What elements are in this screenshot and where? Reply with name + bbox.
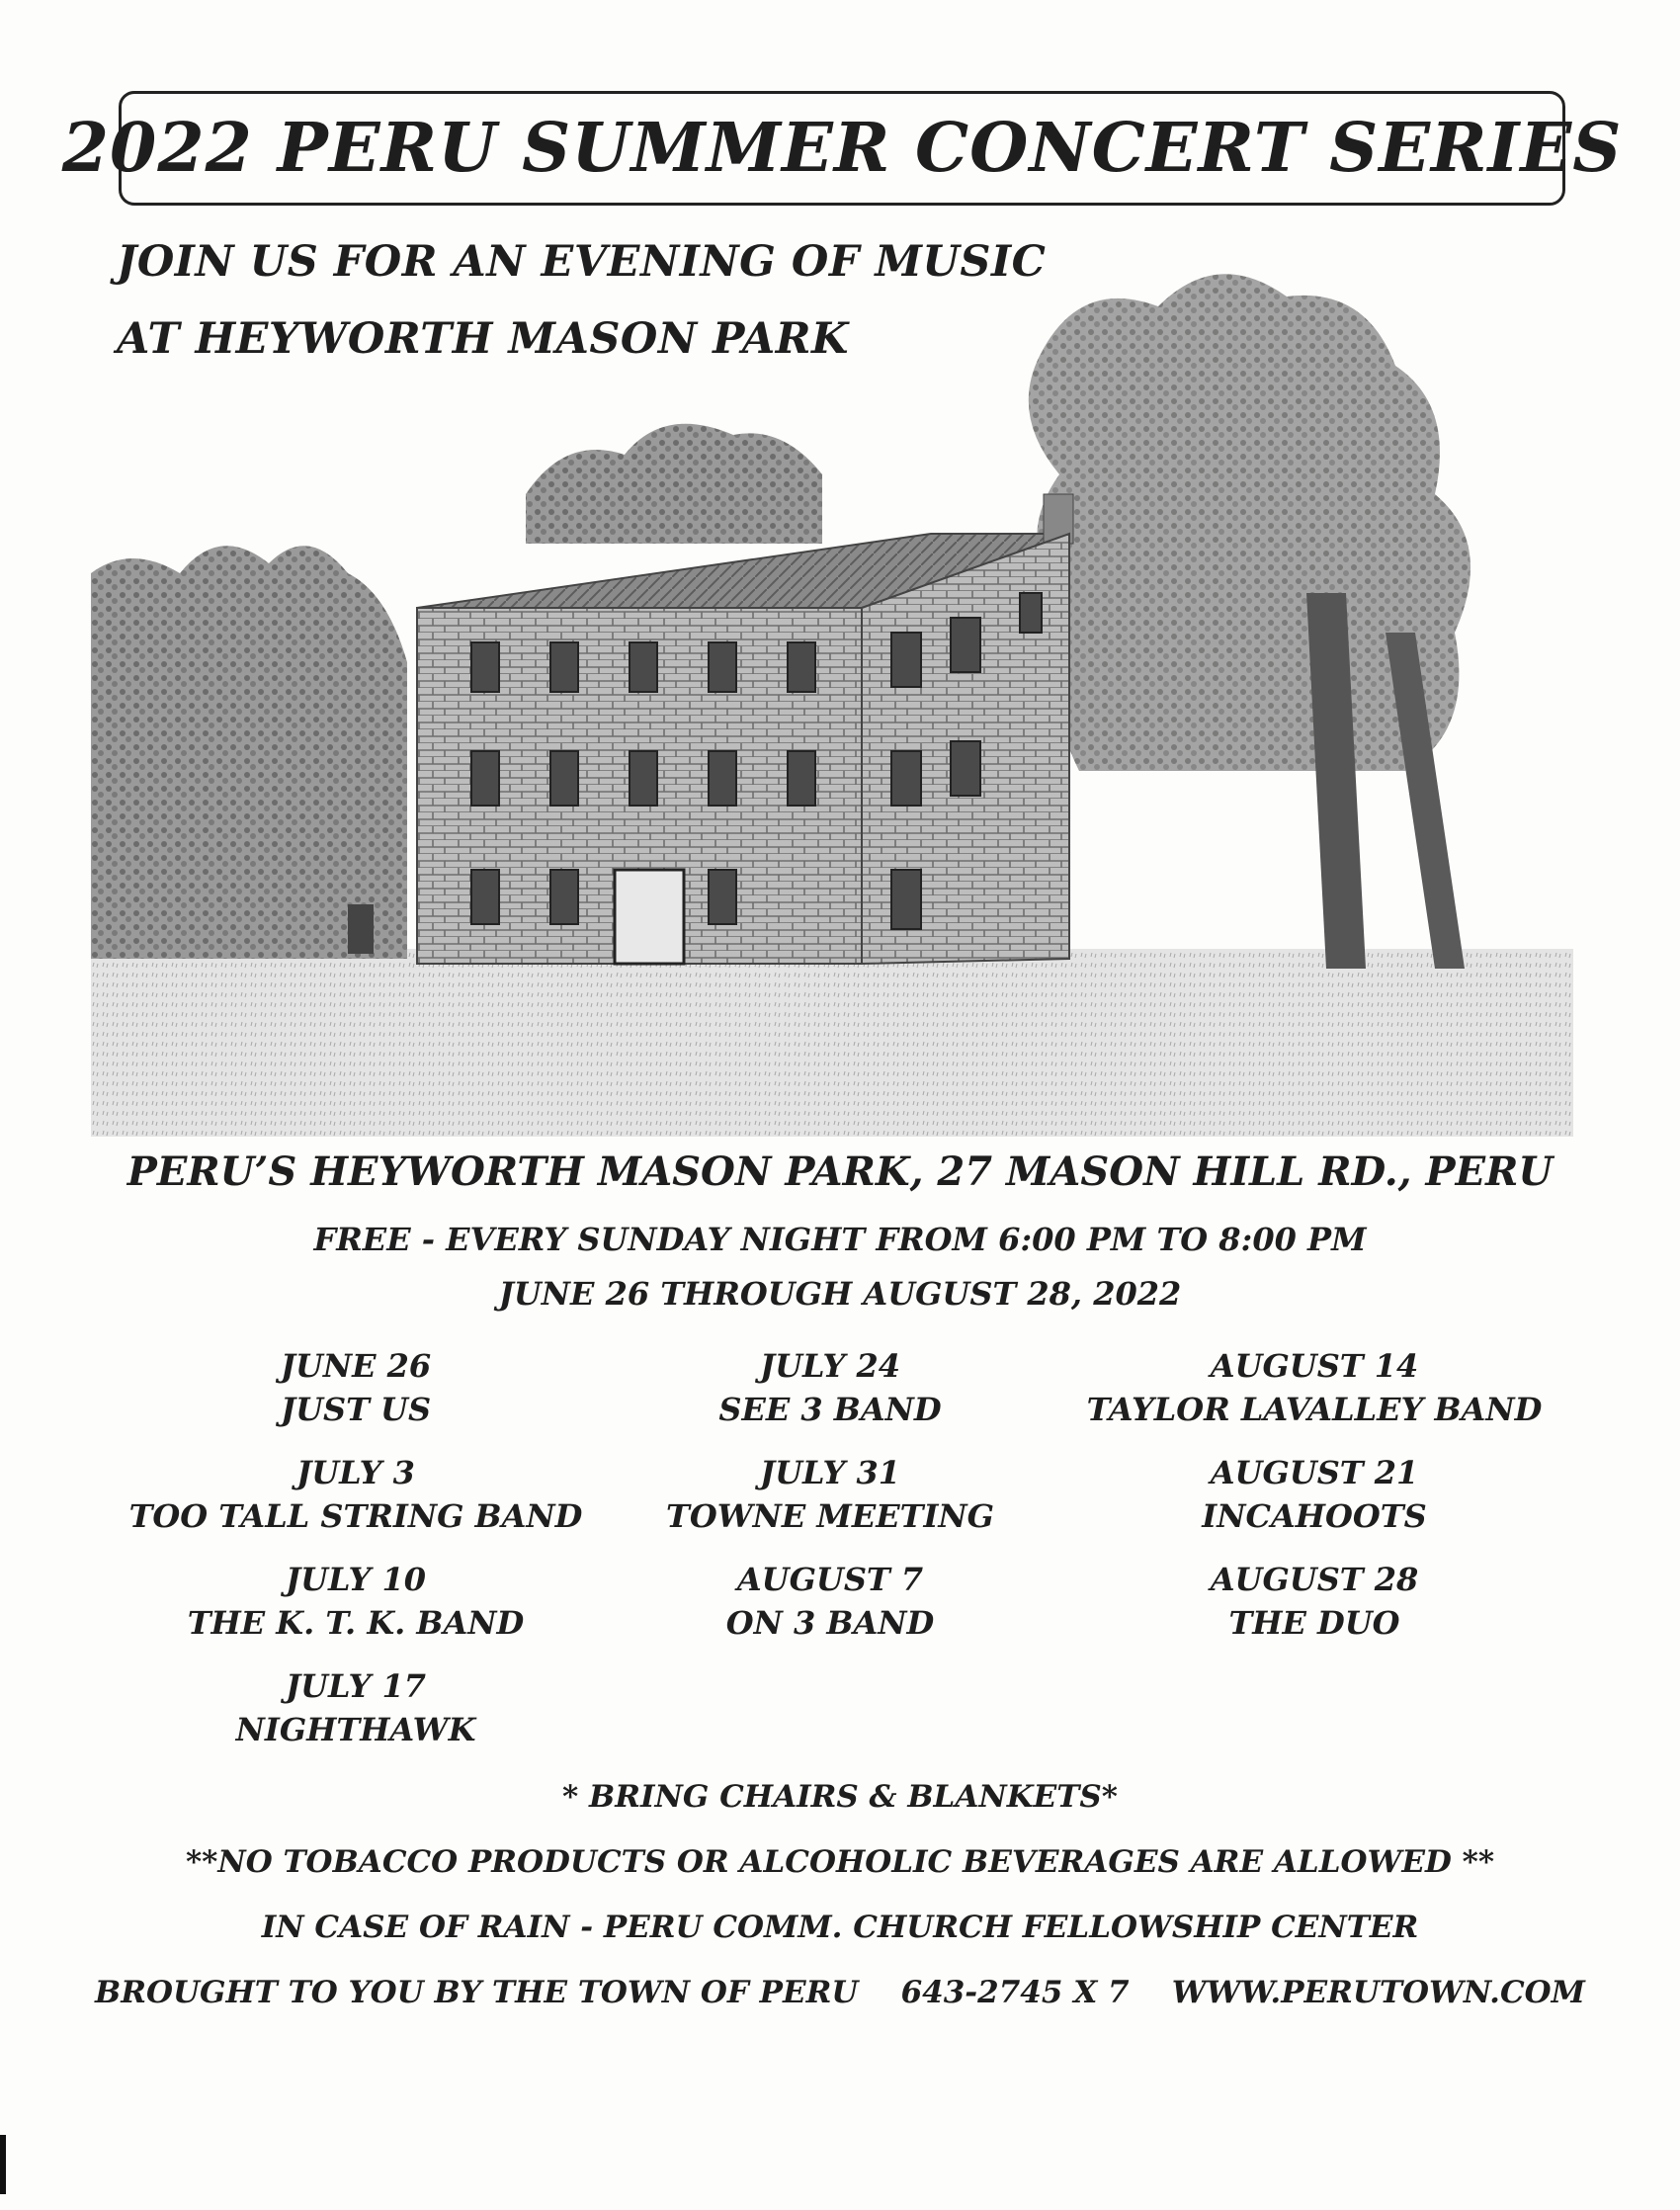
band-name: SEE 3 BAND [718,1391,942,1428]
concert-date: JULY 10 [285,1561,426,1598]
scan-edge-mark [0,2135,6,2194]
title-banner [61,91,1623,206]
concert-date: JULY 31 [759,1454,900,1491]
concert-date: AUGUST 14 [1210,1347,1419,1385]
concert-entry [99,1451,613,1558]
concert-entry [573,1344,1087,1451]
page-title: 2022 PERU SUMMER CONCERT SERIES [61,109,1623,188]
sponsor-line [0,1975,1680,2010]
concert-entry [99,1664,613,1771]
concert-date: JULY 17 [285,1667,426,1705]
band-name: ON 3 BAND [725,1604,935,1642]
rules-note: **NO TOBACCO PRODUCTS OR ALCOHOLIC BEVERAGES ARE ALLOWED ** [185,1844,1495,1880]
website-link[interactable]: WWW.PERUTOWN.COM [1171,1975,1585,2010]
phone-number: 643-2745 X 7 [900,1975,1130,2010]
concert-date: JUNE 26 [280,1347,432,1385]
concert-entry [1057,1344,1571,1451]
band-name: NIGHTHAWK [235,1711,476,1748]
concert-entry [1057,1558,1571,1664]
bring-note: * BRING CHAIRS & BLANKETS* [562,1779,1118,1815]
date-range-line: JUNE 26 THROUGH AUGUST 28, 2022 [498,1275,1182,1313]
concert-entry [573,1451,1087,1558]
concert-entry [99,1344,613,1451]
concert-date: AUGUST 21 [1210,1454,1419,1491]
time-line: FREE - EVERY SUNDAY NIGHT FROM 6:00 PM TO 8:00 PM [313,1221,1367,1258]
location-line: PERU’S HEYWORTH MASON PARK, 27 MASON HILL RD., PERU [126,1148,1554,1195]
concert-date: JULY 24 [759,1347,900,1385]
concert-schedule [0,1344,1680,1759]
concert-entry [99,1558,613,1664]
concert-entry [1057,1451,1571,1558]
band-name: INCAHOOTS [1202,1497,1427,1535]
band-name: THE DUO [1228,1604,1400,1642]
intro-line-1: JOIN US FOR AN EVENING OF MUSIC [117,237,1047,287]
band-name: TOWNE MEETING [666,1497,994,1535]
rain-note: IN CASE OF RAIN - PERU COMM. CHURCH FELLOWSHIP CENTER [261,1910,1419,1945]
schedule-column-3 [1057,1344,1571,1664]
schedule-column-1 [99,1344,613,1771]
sponsor-text: BROUGHT TO YOU BY THE TOWN OF PERU [95,1975,859,2010]
band-name: TAYLOR LAVALLEY BAND [1086,1391,1543,1428]
band-name: TOO TALL STRING BAND [128,1497,583,1535]
concert-date: JULY 3 [296,1454,415,1491]
concert-entry [573,1558,1087,1664]
intro-line-2: AT HEYWORTH MASON PARK [117,314,849,364]
concert-date: AUGUST 28 [1210,1561,1419,1598]
schedule-column-2 [573,1344,1087,1664]
band-name: THE K. T. K. BAND [187,1604,525,1642]
concert-date: AUGUST 7 [736,1561,924,1598]
band-name: JUST US [280,1391,432,1428]
